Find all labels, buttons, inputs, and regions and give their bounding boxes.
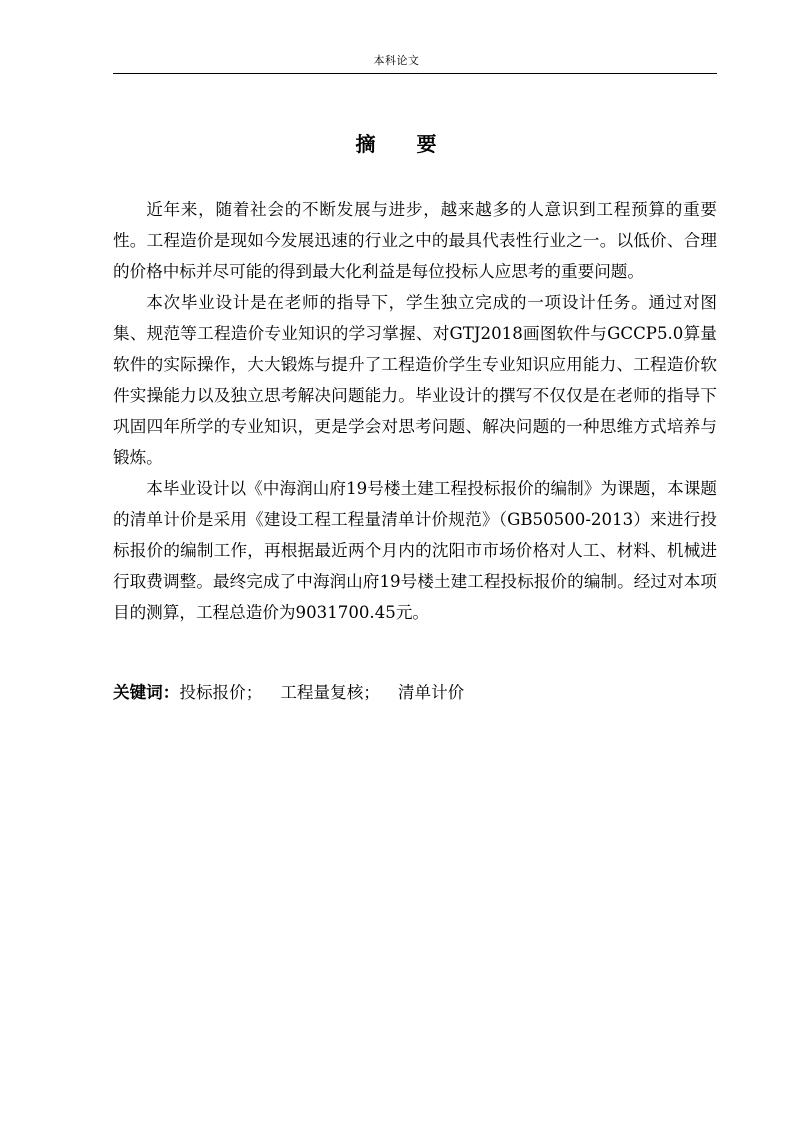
abstract-paragraph-1: 近年来，随着社会的不断发展与进步，越来越多的人意识到工程预算的重要性。工程造价是现如今发展迅速的行业之中的最具代表性行业之一。以低价、合理的价格中标并尽可能的得到最大化利益是每位投标人应思考的重要问题。: [113, 200, 717, 281]
keywords-label: 关键词：: [113, 683, 180, 702]
abstract-title: [0, 131, 793, 157]
abstract-title-part1: 摘: [355, 132, 377, 156]
abstract-paragraph-2: 本次毕业设计是在老师的指导下，学生独立完成的一项设计任务。通过对图集、规范等工程造价专业知识的学习掌握、对GTJ2018画图软件与GCCP5.0算量软件的实际操作，大大锻炼与提升了工程造价学生专业知识应用能力、工程造价软件实操能力以及独立思考解决问题能力。毕业设计的撰写不仅仅是在老师的指导下巩固四年所学的专业知识，更是学会对思考问题、解决问题的一种思维方式培养与锻炼。: [113, 293, 717, 467]
abstract-title-part2: 要: [416, 132, 438, 156]
keywords-line: [113, 677, 717, 708]
abstract-body: [113, 194, 717, 628]
keyword-item: 工程量复核；: [280, 683, 380, 702]
header-rule: [113, 73, 717, 74]
keyword-item: 投标报价；: [179, 683, 263, 702]
abstract-paragraph-3: 本毕业设计以《中海润山府19号楼土建工程投标报价的编制》为课题，本课题的清单计价是采用《建设工程工程量清单计价规范》（GB50500-2013）来进行投标报价的编制工作，再根据最近两个月内的沈阳市市场价格对人工、材料、机械进行取费调整。最终完成了中海润山府19号楼土建工程投标报价的编制。经过对本项目的测算，工程总造价为9031700.45元。: [113, 479, 717, 622]
running-header: 本科论文: [373, 54, 420, 67]
keyword-item: 清单计价: [397, 683, 465, 702]
